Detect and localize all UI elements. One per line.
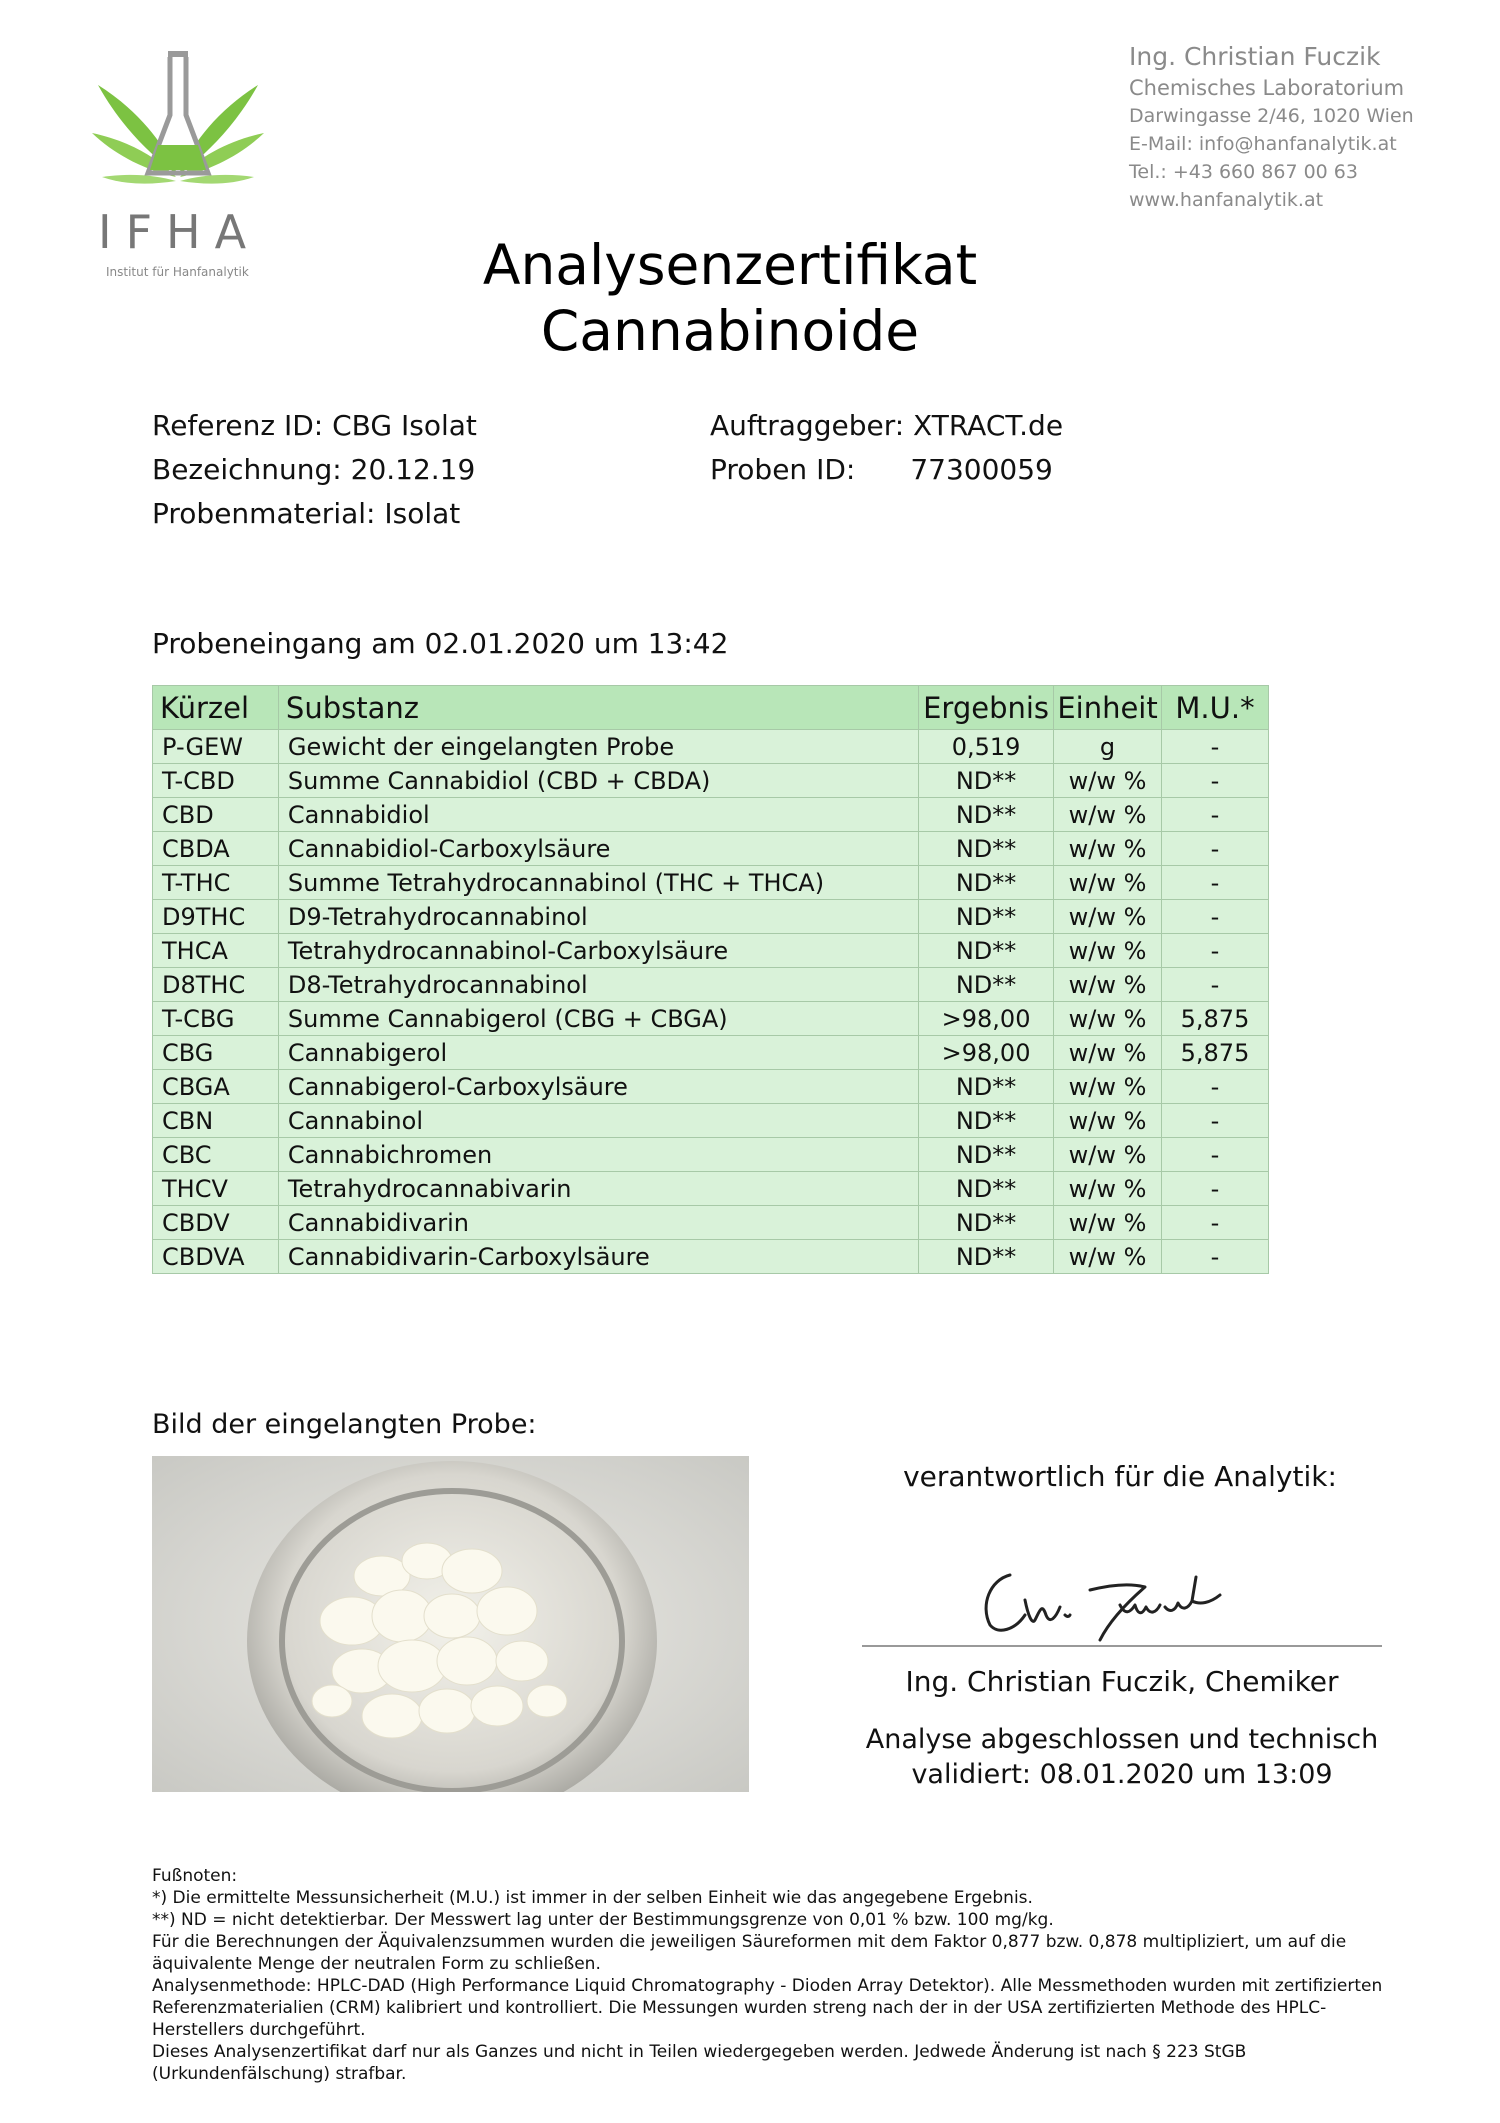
lab-email: E-Mail: info@hanfanalytik.at xyxy=(1129,133,1397,155)
cell-substanz: Cannabidiol xyxy=(278,798,918,832)
cell-ergebnis: ND** xyxy=(919,900,1054,934)
table-header-row xyxy=(153,686,1269,730)
cell-einheit: g xyxy=(1054,730,1162,764)
cell-einheit: w/w % xyxy=(1054,934,1162,968)
validiert-line-1: Analyse abgeschlossen und technisch xyxy=(865,1724,1379,1755)
cell-ergebnis: >98,00 xyxy=(919,1002,1054,1036)
col-header-ergebnis: Ergebnis xyxy=(919,686,1054,730)
cell-mu: - xyxy=(1162,1138,1269,1172)
table-row xyxy=(153,968,1269,1002)
sample-photo xyxy=(152,1456,749,1792)
table-row xyxy=(153,764,1269,798)
cell-ergebnis: 0,519 xyxy=(919,730,1054,764)
signature xyxy=(970,1545,1250,1645)
cell-einheit: w/w % xyxy=(1054,1070,1162,1104)
cell-kuerzel: D9THC xyxy=(153,900,279,934)
cell-ergebnis: ND** xyxy=(919,866,1054,900)
cell-kuerzel: CBDVA xyxy=(153,1240,279,1274)
signature-line xyxy=(862,1645,1382,1647)
cell-kuerzel: P-GEW xyxy=(153,730,279,764)
logo-subtitle: Institut für Hanfanalytik xyxy=(106,265,249,279)
lab-web: www.hanfanalytik.at xyxy=(1129,189,1324,211)
cell-ergebnis: ND** xyxy=(919,764,1054,798)
cell-kuerzel: CBDV xyxy=(153,1206,279,1240)
cell-ergebnis: ND** xyxy=(919,1070,1054,1104)
cell-substanz: Tetrahydrocannabinol-Carboxylsäure xyxy=(278,934,918,968)
cell-ergebnis: ND** xyxy=(919,798,1054,832)
cell-mu: - xyxy=(1162,1070,1269,1104)
cell-ergebnis: ND** xyxy=(919,934,1054,968)
table-row xyxy=(153,1104,1269,1138)
cell-ergebnis: ND** xyxy=(919,1138,1054,1172)
proben-id-value: 77300059 xyxy=(910,453,1053,486)
bild-label: Bild der eingelangten Probe: xyxy=(152,1409,537,1440)
cell-kuerzel: T-CBD xyxy=(153,764,279,798)
cell-einheit: w/w % xyxy=(1054,1138,1162,1172)
cell-einheit: w/w % xyxy=(1054,1240,1162,1274)
cell-kuerzel: CBN xyxy=(153,1104,279,1138)
page-title xyxy=(380,232,1080,364)
cell-substanz: Cannabigerol-Carboxylsäure xyxy=(278,1070,918,1104)
cell-ergebnis: ND** xyxy=(919,1172,1054,1206)
cell-substanz: Gewicht der eingelangten Probe xyxy=(278,730,918,764)
cell-mu: - xyxy=(1162,798,1269,832)
cell-substanz: Tetrahydrocannabivarin xyxy=(278,1172,918,1206)
table-row xyxy=(153,1240,1269,1274)
cell-kuerzel: CBD xyxy=(153,798,279,832)
cell-mu: - xyxy=(1162,1206,1269,1240)
table-row xyxy=(153,832,1269,866)
validiert-text xyxy=(862,1722,1382,1792)
cell-substanz: Summe Cannabidiol (CBD + CBDA) xyxy=(278,764,918,798)
cell-kuerzel: THCV xyxy=(153,1172,279,1206)
results-table xyxy=(152,685,1269,1274)
cell-einheit: w/w % xyxy=(1054,832,1162,866)
cell-ergebnis: ND** xyxy=(919,832,1054,866)
footnotes xyxy=(152,1865,1412,2085)
cell-substanz: Cannabidivarin xyxy=(278,1206,918,1240)
probeneingang: Probeneingang am 02.01.2020 um 13:42 xyxy=(152,627,729,660)
cell-mu: - xyxy=(1162,1104,1269,1138)
lab-name: Ing. Christian Fuczik xyxy=(1129,42,1381,71)
cell-kuerzel: CBGA xyxy=(153,1070,279,1104)
table-row xyxy=(153,1070,1269,1104)
cell-kuerzel: CBG xyxy=(153,1036,279,1070)
title-line-1: Analysenzertifikat xyxy=(482,233,978,297)
cell-einheit: w/w % xyxy=(1054,1206,1162,1240)
cell-mu: - xyxy=(1162,1172,1269,1206)
cell-ergebnis: ND** xyxy=(919,1206,1054,1240)
proben-id-label: Proben ID: xyxy=(710,453,856,486)
cell-ergebnis: >98,00 xyxy=(919,1036,1054,1070)
cell-mu: - xyxy=(1162,832,1269,866)
lab-address: Darwingasse 2/46, 1020 Wien xyxy=(1129,105,1414,127)
cell-substanz: Cannabinol xyxy=(278,1104,918,1138)
table-row xyxy=(153,900,1269,934)
proben-id-row xyxy=(710,448,1310,492)
verantwortlich-label: verantwortlich für die Analytik: xyxy=(903,1460,1337,1493)
cannabis-flask-icon xyxy=(90,45,265,205)
footnotes-title: Fußnoten: xyxy=(152,1866,238,1886)
col-header-einheit: Einheit xyxy=(1054,686,1162,730)
chemiker-name: Ing. Christian Fuczik, Chemiker xyxy=(905,1665,1339,1698)
auftraggeber: Auftraggeber: XTRACT.de xyxy=(710,409,1064,442)
cell-kuerzel: CBC xyxy=(153,1138,279,1172)
table-row xyxy=(153,1138,1269,1172)
validiert-line-2: validiert: 08.01.2020 um 13:09 xyxy=(911,1759,1333,1790)
lab-type: Chemisches Laboratorium xyxy=(1129,76,1405,100)
cell-einheit: w/w % xyxy=(1054,866,1162,900)
cell-mu: - xyxy=(1162,934,1269,968)
cell-einheit: w/w % xyxy=(1054,1002,1162,1036)
col-header-kuerzel: Kürzel xyxy=(153,686,279,730)
cell-substanz: D8-Tetrahydrocannabinol xyxy=(278,968,918,1002)
cell-einheit: w/w % xyxy=(1054,1104,1162,1138)
cell-mu: - xyxy=(1162,968,1269,1002)
table-row xyxy=(153,866,1269,900)
footnote-5: Dieses Analysenzertifikat darf nur als Ganzes und nicht in Teilen wiedergegeben werden. Jedwede Änderung ist nach § 223 StGB (Urkundenfälschung) strafbar. xyxy=(152,2042,1247,2084)
footnote-2: **) ND = nicht detektierbar. Der Messwert lag unter der Bestimmungsgrenze von 0,01 % bzw. 100 mg/kg. xyxy=(152,1910,1054,1930)
referenz-id: Referenz ID: CBG Isolat xyxy=(152,409,477,442)
table-row xyxy=(153,1036,1269,1070)
table-row xyxy=(153,1206,1269,1240)
cell-substanz: Cannabidiol-Carboxylsäure xyxy=(278,832,918,866)
cell-einheit: w/w % xyxy=(1054,798,1162,832)
bezeichnung: Bezeichnung: 20.12.19 xyxy=(152,453,476,486)
cell-mu: - xyxy=(1162,900,1269,934)
table-row xyxy=(153,798,1269,832)
cell-mu: - xyxy=(1162,1240,1269,1274)
cell-kuerzel: T-CBG xyxy=(153,1002,279,1036)
footnote-4: Analysenmethode: HPLC-DAD (High Performance Liquid Chromatography - Dioden Array Detektor). Alle Messmethoden wurden mit zertifizierten Referenzmaterialien (CRM) kalibriert und kontrolliert. Die Messungen wurden streng nach der in der USA zertifizierten Methode des HPLC-Herstellers durchgeführt. xyxy=(152,1976,1383,2040)
cell-substanz: Cannabidivarin-Carboxylsäure xyxy=(278,1240,918,1274)
col-header-mu: M.U.* xyxy=(1162,686,1269,730)
probenmaterial: Probenmaterial: Isolat xyxy=(152,497,461,530)
table-row xyxy=(153,1002,1269,1036)
cell-kuerzel: CBDA xyxy=(153,832,279,866)
table-row xyxy=(153,1172,1269,1206)
cell-substanz: Cannabichromen xyxy=(278,1138,918,1172)
cell-kuerzel: THCA xyxy=(153,934,279,968)
table-row xyxy=(153,730,1269,764)
cell-kuerzel: T-THC xyxy=(153,866,279,900)
cell-substanz: Summe Cannabigerol (CBG + CBGA) xyxy=(278,1002,918,1036)
footnote-1: *) Die ermittelte Messunsicherheit (M.U.) ist immer in der selben Einheit wie das angegebene Ergebnis. xyxy=(152,1888,1033,1908)
title-line-2: Cannabinoide xyxy=(540,299,920,363)
cell-ergebnis: ND** xyxy=(919,968,1054,1002)
cell-ergebnis: ND** xyxy=(919,1240,1054,1274)
lab-phone: Tel.: +43 660 867 00 63 xyxy=(1129,161,1358,183)
cell-einheit: w/w % xyxy=(1054,1036,1162,1070)
cell-mu: 5,875 xyxy=(1162,1002,1269,1036)
cell-mu: - xyxy=(1162,866,1269,900)
logo-name: IFHA xyxy=(98,205,261,259)
cell-mu: 5,875 xyxy=(1162,1036,1269,1070)
footnote-3: Für die Berechnungen der Äquivalenzsummen wurden die jeweiligen Säureformen mit dem Faktor 0,877 bzw. 0,878 multipliziert, um auf die äquivalente Menge der neutralen Form zu schließen. xyxy=(152,1932,1347,1974)
cell-einheit: w/w % xyxy=(1054,900,1162,934)
cell-substanz: Cannabigerol xyxy=(278,1036,918,1070)
cell-substanz: D9-Tetrahydrocannabinol xyxy=(278,900,918,934)
cell-einheit: w/w % xyxy=(1054,1172,1162,1206)
ifha-logo xyxy=(90,45,265,285)
cell-substanz: Summe Tetrahydrocannabinol (THC + THCA) xyxy=(278,866,918,900)
table-row xyxy=(153,934,1269,968)
cell-kuerzel: D8THC xyxy=(153,968,279,1002)
cell-einheit: w/w % xyxy=(1054,968,1162,1002)
meta-right xyxy=(710,404,1310,492)
lab-header xyxy=(1129,40,1489,214)
meta-left xyxy=(152,404,672,536)
cell-mu: - xyxy=(1162,730,1269,764)
cell-mu: - xyxy=(1162,764,1269,798)
col-header-substanz: Substanz xyxy=(278,686,918,730)
cell-ergebnis: ND** xyxy=(919,1104,1054,1138)
cell-einheit: w/w % xyxy=(1054,764,1162,798)
